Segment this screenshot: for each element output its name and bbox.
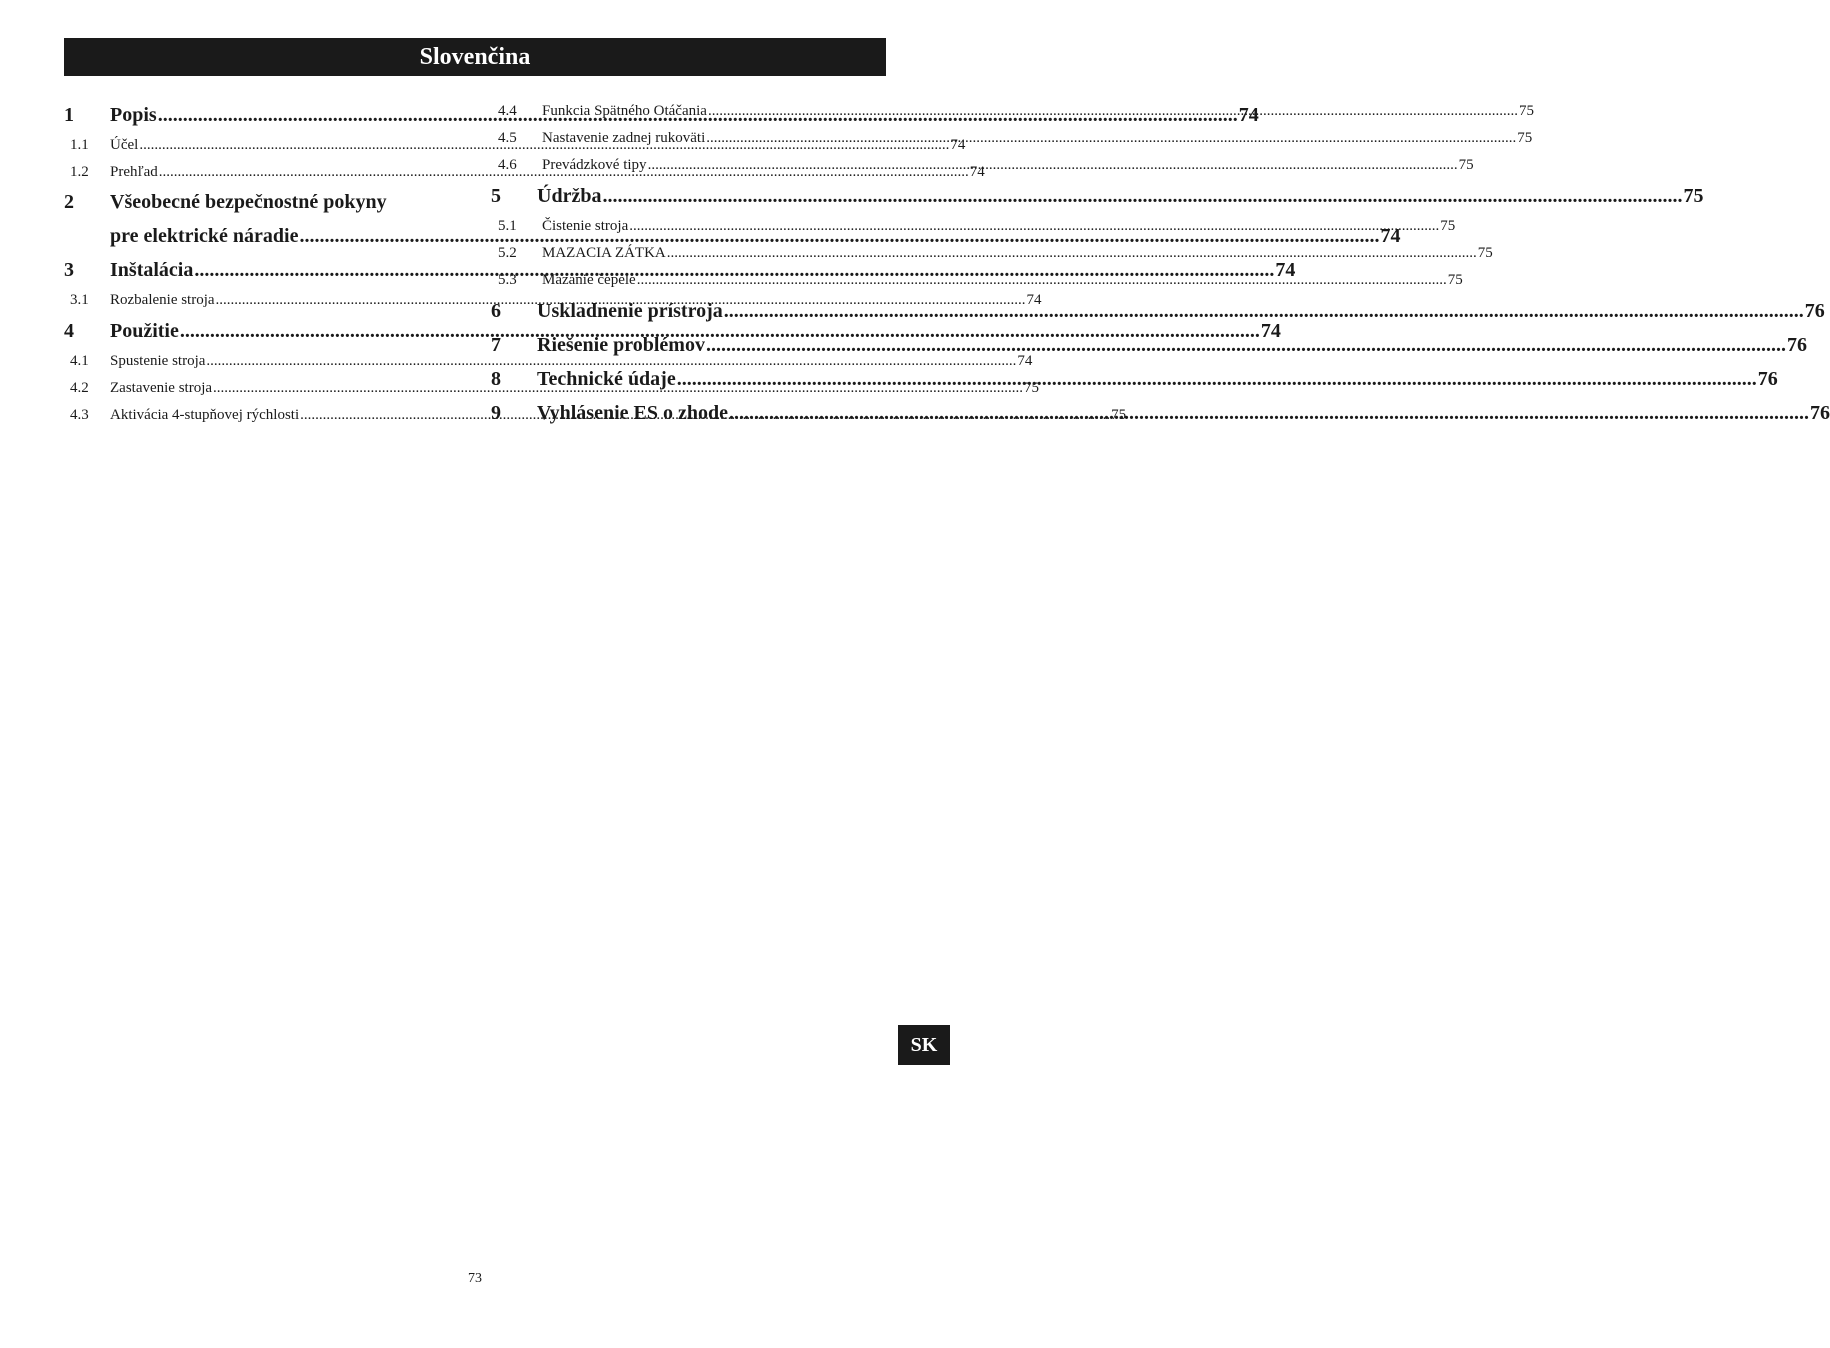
toc-number: 1 xyxy=(64,103,74,126)
toc-page: 75 xyxy=(1024,380,1040,396)
toc-page: 75 xyxy=(1447,272,1463,288)
toc-title: Údržba xyxy=(537,184,602,207)
toc-page: 75 xyxy=(1440,218,1456,234)
toc-number: 8 xyxy=(491,367,501,390)
toc-number: 4 xyxy=(64,319,74,342)
toc-number: 6 xyxy=(491,299,501,322)
toc-entry[interactable] xyxy=(64,186,467,219)
toc-leader xyxy=(648,157,1458,174)
toc-title: pre elektrické náradie xyxy=(110,224,299,247)
toc-number: 4.4 xyxy=(498,103,517,119)
toc-number: 9 xyxy=(491,401,501,424)
toc-title: Účel xyxy=(110,137,139,153)
toc-number: 1.1 xyxy=(70,137,89,153)
toc-leader xyxy=(706,130,1516,147)
toc-number: 3.1 xyxy=(70,292,89,308)
page-number: 73 xyxy=(468,1271,482,1286)
toc-page: 76 xyxy=(1804,299,1825,322)
toc-title: Vyhlásenie ES o zhode xyxy=(537,401,728,424)
toc-title: Popis xyxy=(110,103,157,126)
toc-number: 4.2 xyxy=(70,380,89,396)
toc-title: Čistenie stroja xyxy=(542,218,629,234)
toc-number: 5.2 xyxy=(498,245,517,261)
toc-number: 7 xyxy=(491,333,501,356)
toc-title: Riešenie problémov xyxy=(537,333,705,356)
language-tab-label: SK xyxy=(910,1033,938,1056)
toc-title: MAZACIA ZÁTKA xyxy=(542,245,666,261)
toc-leader xyxy=(629,218,1439,235)
toc-leader xyxy=(708,103,1518,120)
toc-page: 75 xyxy=(1477,245,1493,261)
toc-page: 75 xyxy=(1518,103,1534,119)
toc-page: 75 xyxy=(1111,407,1127,423)
toc-title: Funkcia Spätného Otáčania xyxy=(542,103,707,119)
toc-title: Prehľad xyxy=(110,164,158,180)
toc-page: 75 xyxy=(1517,130,1533,146)
language-tab xyxy=(898,1025,950,1065)
toc-page: 76 xyxy=(1809,401,1830,424)
toc-subentry[interactable] xyxy=(64,348,1033,375)
toc-leader xyxy=(706,334,1786,357)
toc-page: 75 xyxy=(1683,184,1704,207)
toc-number: 4.6 xyxy=(498,157,517,173)
toc-page: 74 xyxy=(1238,103,1259,126)
toc-number: 5.3 xyxy=(498,272,517,288)
toc-leader xyxy=(637,272,1447,289)
toc-leader xyxy=(667,245,1477,262)
toc-leader xyxy=(677,368,1757,391)
toc-title: Spustenie stroja xyxy=(110,353,206,369)
toc-number: 4.1 xyxy=(70,353,89,369)
toc-title: Technické údaje xyxy=(537,367,676,390)
toc-title: Nastavenie zadnej rukoväti xyxy=(542,130,706,146)
toc-number: 4.5 xyxy=(498,130,517,146)
toc-leader xyxy=(602,185,1682,208)
toc-number: 5 xyxy=(491,184,501,207)
toc-number: 1.2 xyxy=(70,164,89,180)
toc-page: 75 xyxy=(1458,157,1474,173)
toc-title: Použitie xyxy=(110,319,179,342)
language-header xyxy=(64,38,886,76)
toc-title: Inštalácia xyxy=(110,258,194,281)
toc-page: 74 xyxy=(1017,353,1033,369)
toc-entry[interactable] xyxy=(491,179,1704,213)
toc-title-line1: Všeobecné bezpečnostné pokyny xyxy=(110,191,387,213)
toc-title: Mazanie čepele xyxy=(542,272,636,288)
page-title: Slovenčina xyxy=(419,43,531,70)
toc-number: 5.1 xyxy=(498,218,517,234)
toc-subentry[interactable] xyxy=(491,240,1493,267)
toc-number: 4.3 xyxy=(70,407,89,423)
toc-page: 74 xyxy=(1026,292,1042,308)
toc-page: 76 xyxy=(1786,333,1807,356)
toc-page: 74 xyxy=(1260,319,1281,342)
toc-title: Zastavenie stroja xyxy=(110,380,213,396)
toc-page: 74 xyxy=(1380,224,1401,247)
toc-title: Aktivácia 4-stupňovej rýchlosti xyxy=(110,407,300,423)
toc-page: 76 xyxy=(1757,367,1778,390)
toc-page: 74 xyxy=(1275,258,1296,281)
toc-leader xyxy=(729,402,1809,425)
toc-number: 3 xyxy=(64,258,74,281)
toc-page: 74 xyxy=(969,164,985,180)
toc-page: 74 xyxy=(950,137,966,153)
toc-title: Prevádzkové tipy xyxy=(542,157,647,173)
toc-number: 2 xyxy=(64,191,74,213)
toc-title: Rozbalenie stroja xyxy=(110,292,215,308)
toc-leader xyxy=(724,300,1804,323)
toc-title: Uskladnenie prístroja xyxy=(537,299,723,322)
